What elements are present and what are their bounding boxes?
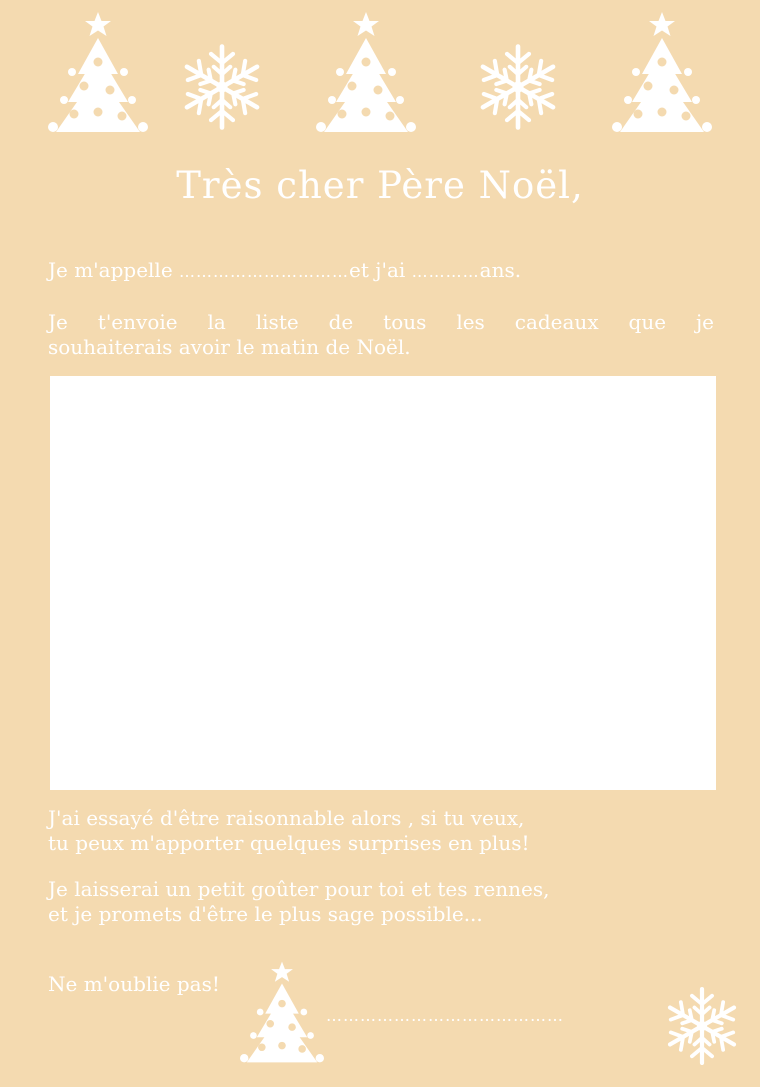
intro-line: souhaiterais avoir le matin de Noël. xyxy=(48,335,411,359)
tree-icon xyxy=(240,960,324,1064)
signature-blank: …………………………………… xyxy=(326,1006,564,1025)
snowflake-icon xyxy=(176,41,268,133)
age-blank: ………… xyxy=(411,262,480,281)
intro-line: Je t'envoie la liste de tous les cadeaux que je xyxy=(48,310,714,334)
snowflake-icon xyxy=(660,984,744,1068)
tree-icon xyxy=(48,12,148,132)
name-label: Je m'appelle xyxy=(48,258,173,282)
age-suffix: ans. xyxy=(479,258,522,282)
closing-text: Ne m'oublie pas! xyxy=(48,972,220,996)
letter-title: Très cher Père Noël, xyxy=(176,164,584,207)
tree-icon xyxy=(612,12,712,132)
snack-paragraph xyxy=(48,877,714,927)
intro-paragraph xyxy=(48,310,714,360)
wish-list-box[interactable] xyxy=(50,376,716,790)
name-blank: ………………………… xyxy=(179,262,350,281)
snowflake-icon xyxy=(472,41,564,133)
reasonable-line: tu peux m'apporter quelques surprises en plus! xyxy=(48,831,530,855)
age-label: et j'ai xyxy=(349,258,406,282)
reasonable-line: J'ai essayé d'être raisonnable alors , si tu veux, xyxy=(48,806,525,830)
reasonable-paragraph xyxy=(48,806,714,856)
name-age-line xyxy=(48,258,718,282)
tree-icon xyxy=(316,12,416,132)
snack-line: Je laisserai un petit goûter pour toi et tes rennes, xyxy=(48,877,550,901)
snack-line: et je promets d'être le plus sage possible... xyxy=(48,902,483,926)
